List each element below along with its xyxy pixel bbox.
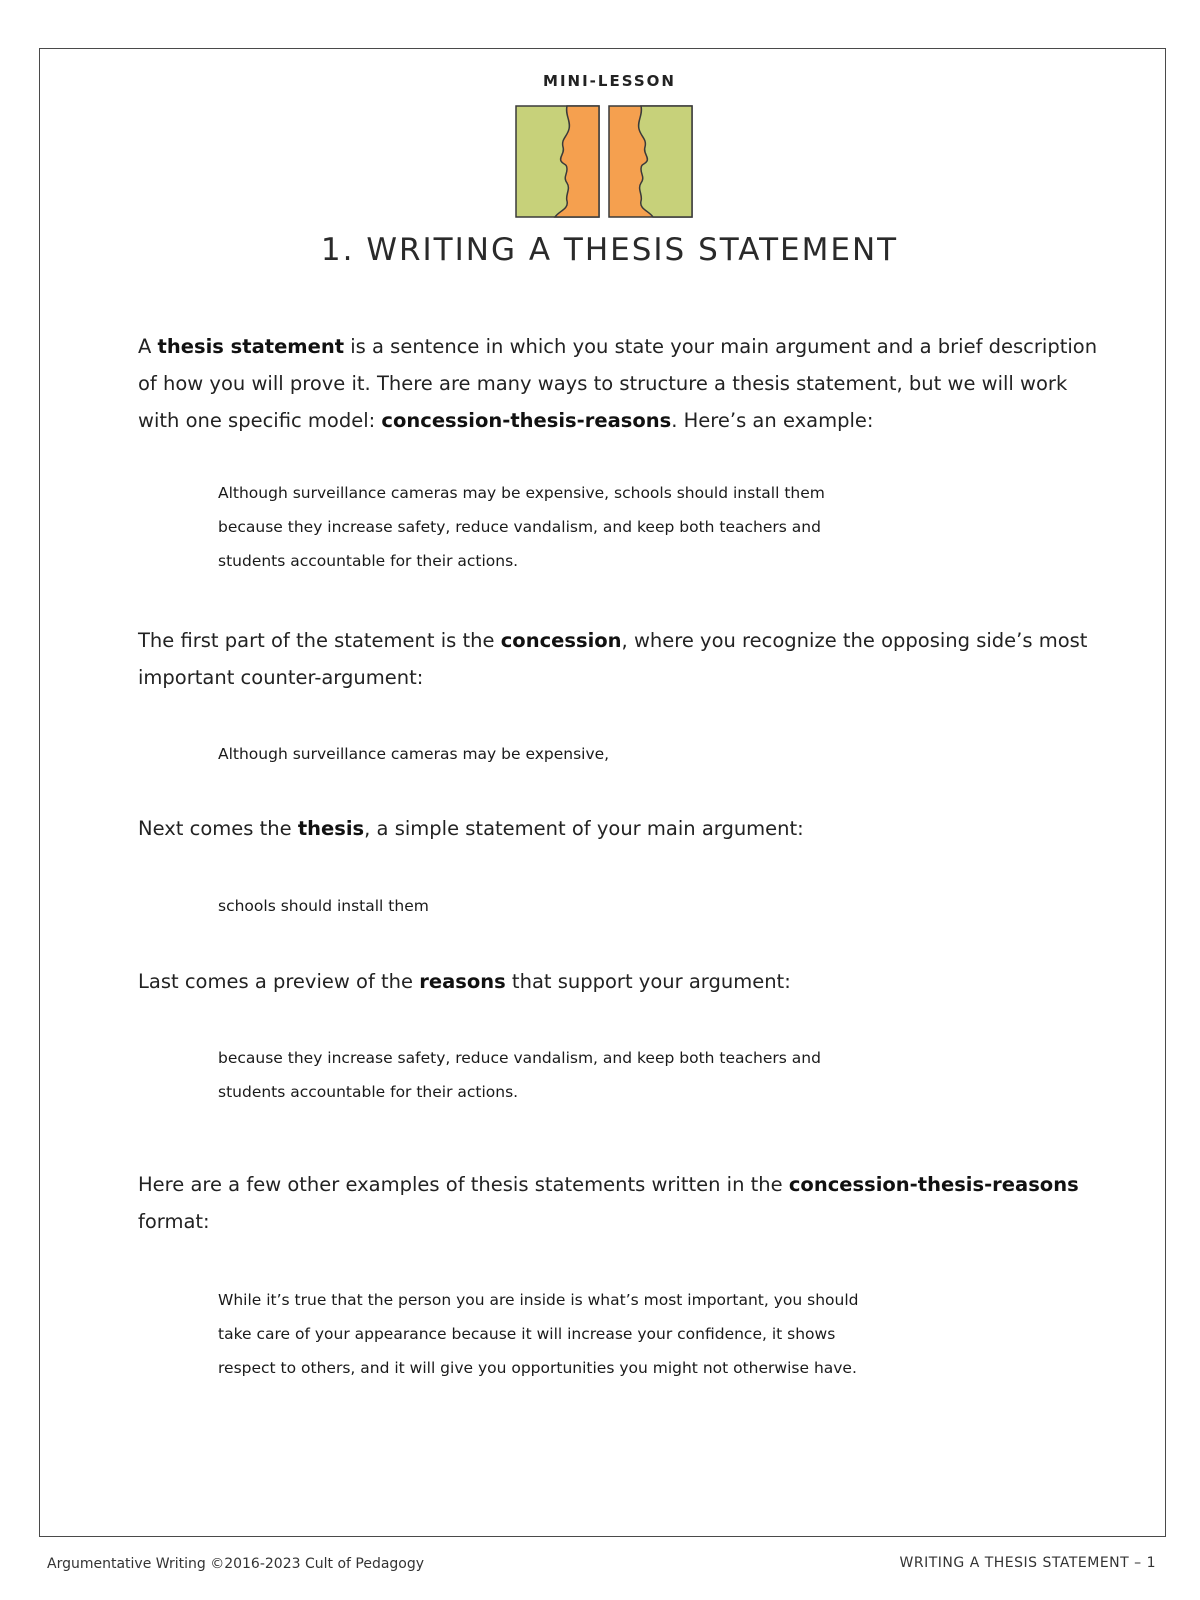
term-thesis-statement: thesis statement	[157, 335, 345, 358]
concession-example: Although surveillance cameras may be expensive,	[218, 745, 610, 763]
concession-paragraph: The first part of the statement is the concession, where you recognize the opposing side’s most important counter-argument:	[138, 629, 1088, 689]
right-face-green	[639, 106, 692, 217]
term-concession-thesis-reasons: concession-thesis-reasons	[381, 409, 672, 432]
intro-paragraph: A thesis statement is a sentence in which you state your main argument and a brief description of how you will prove it. There are many ways to structure a thesis statement, but we will work with one specific model: concession-thesis-reasons. Here’s an example:	[138, 335, 1098, 432]
other-examples-paragraph: Here are a few other examples of thesis statements written in the concession-thesis-reasons format:	[138, 1173, 1079, 1233]
example-full-statement: Although surveillance cameras may be expensive, schools should install them because they increase safety, reduce vandalism, and keep both teachers and students accountable for their actions.	[218, 484, 825, 570]
term-concession-thesis-reasons-2: concession-thesis-reasons	[788, 1173, 1079, 1196]
thesis-paragraph: Next comes the thesis, a simple statement of your main argument:	[138, 817, 804, 840]
term-concession: concession	[500, 629, 622, 652]
reasons-example: because they increase safety, reduce vandalism, and keep both teachers and students accountable for their actions.	[218, 1049, 821, 1101]
reasons-paragraph: Last comes a preview of the reasons that support your argument:	[138, 970, 791, 993]
two-faces-logo-icon	[515, 105, 693, 218]
other-example-statement: While it’s true that the person you are inside is what’s most important, you should take care of your appearance because it will increase your confidence, it shows respect to others, and it will give you opportunities you might not otherwise have.	[218, 1291, 859, 1377]
mini-lesson-label: MINI-LESSON	[543, 72, 676, 90]
footer-page-label: WRITING A THESIS STATEMENT – 1	[899, 1555, 1156, 1571]
term-thesis: thesis	[297, 817, 365, 840]
footer-copyright: Argumentative Writing ©2016-2023 Cult of Pedagogy	[47, 1556, 425, 1572]
term-reasons: reasons	[419, 970, 506, 993]
page-title: 1. WRITING A THESIS STATEMENT	[320, 232, 899, 268]
thesis-example: schools should install them	[218, 897, 429, 915]
